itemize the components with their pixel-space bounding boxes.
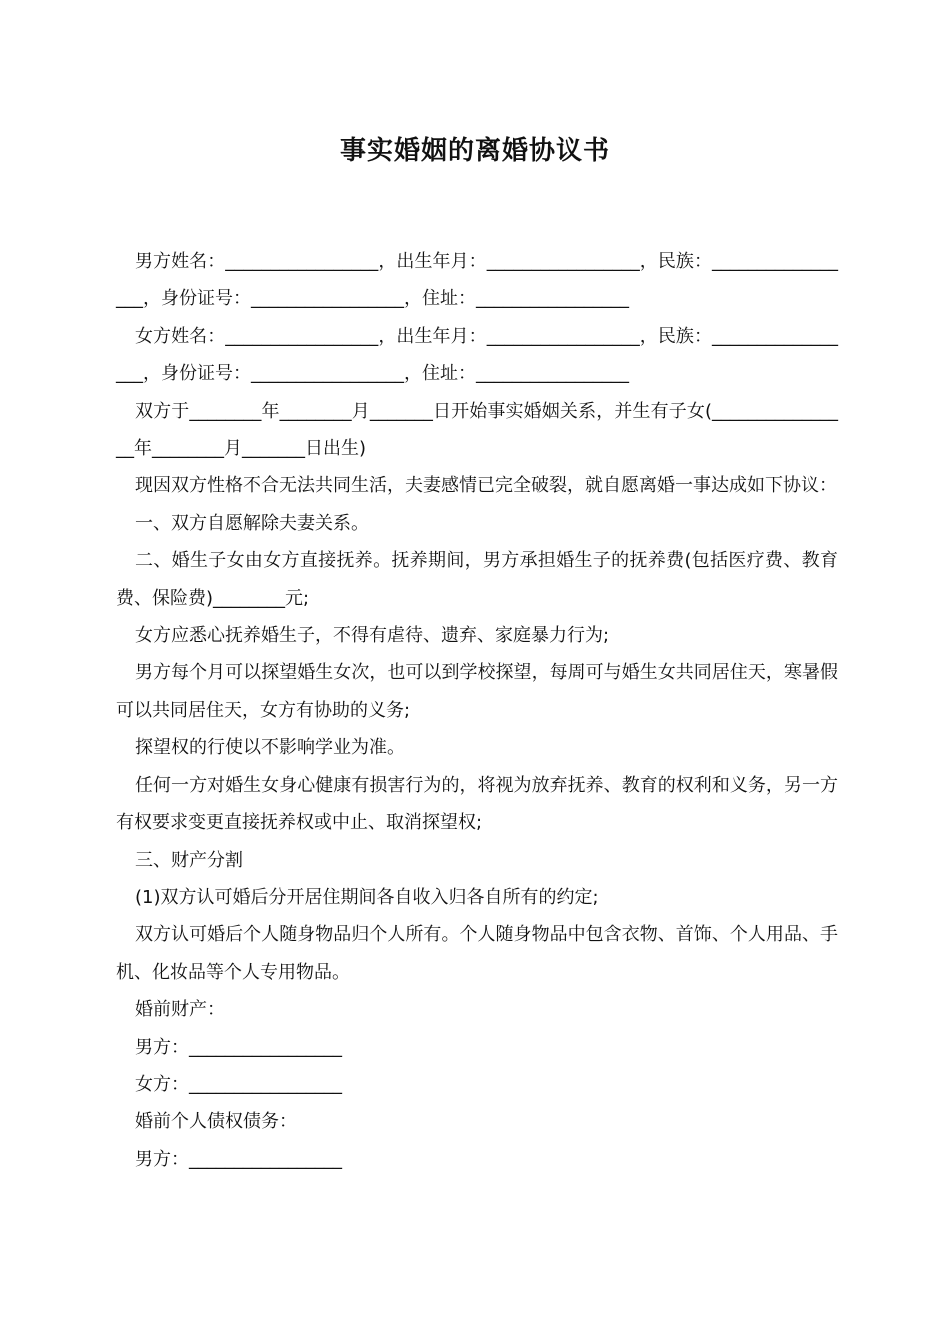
paragraph-marriage-date: 双方于________年________月_______日开始事实婚姻关系，并生有子女(________________年________月_______日出生) <box>116 400 838 460</box>
paragraph-premarital-debts: 婚前个人债权债务： <box>135 1111 297 1133</box>
paragraph-male-debts: 男方：_________________ <box>135 1148 342 1170</box>
paragraph-male-info: 男方姓名：_________________，出生年月：_________________，民族：_________________，身份证号：_________________，住址：_________________ <box>116 251 838 310</box>
paragraph-male-property: 男方：_________________ <box>135 1036 342 1058</box>
paragraph-visitation: 男方每个月可以探望婚生女次，也可以到学校探望，每周可与婚生女共同居住天，寒暑假可以共同居住天，女方有协助的义务; <box>116 662 838 721</box>
paragraph-female-duty: 女方应悉心抚养婚生子，不得有虐待、遗弃、家庭暴力行为; <box>135 625 610 647</box>
paragraph-harm-clause: 任何一方对婚生女身心健康有损害行为的，将视为放弃抚养、教育的权利和义务，另一方有权要求变更直接抚养权或中止、取消探望权; <box>116 774 838 834</box>
paragraph-clause-1: 一、双方自愿解除夫妻关系。 <box>135 512 369 534</box>
paragraph-female-property: 女方：_________________ <box>135 1073 342 1095</box>
paragraph-female-info: 女方姓名：_________________，出生年月：_________________，民族：_________________，身份证号：_________________，住址：_________________ <box>116 325 838 385</box>
paragraph-personal-items: 双方认可婚后个人随身物品归个人所有。个人随身物品中包含衣物、首饰、个人用品、手机、化妆品等个人专用物品。 <box>116 924 838 983</box>
paragraph-clause-3: 三、财产分割 <box>135 849 243 871</box>
document-body <box>116 243 838 1178</box>
paragraph-income: (1)双方认可婚后分开居住期间各自收入归各自所有的约定; <box>135 886 599 908</box>
document-title: 事实婚姻的离婚协议书 <box>339 136 610 166</box>
paragraph-visitation-rule: 探望权的行使以不影响学业为准。 <box>135 737 405 759</box>
paragraph-clause-2: 二、婚生子女由女方直接抚养。抚养期间，男方承担婚生子的抚养费(包括医疗费、教育费、保险费)________元; <box>116 550 838 609</box>
paragraph-reason: 现因双方性格不合无法共同生活，夫妻感情已完全破裂，就自愿离婚一事达成如下协议： <box>135 475 837 497</box>
paragraph-premarital-property: 婚前财产： <box>135 999 225 1021</box>
